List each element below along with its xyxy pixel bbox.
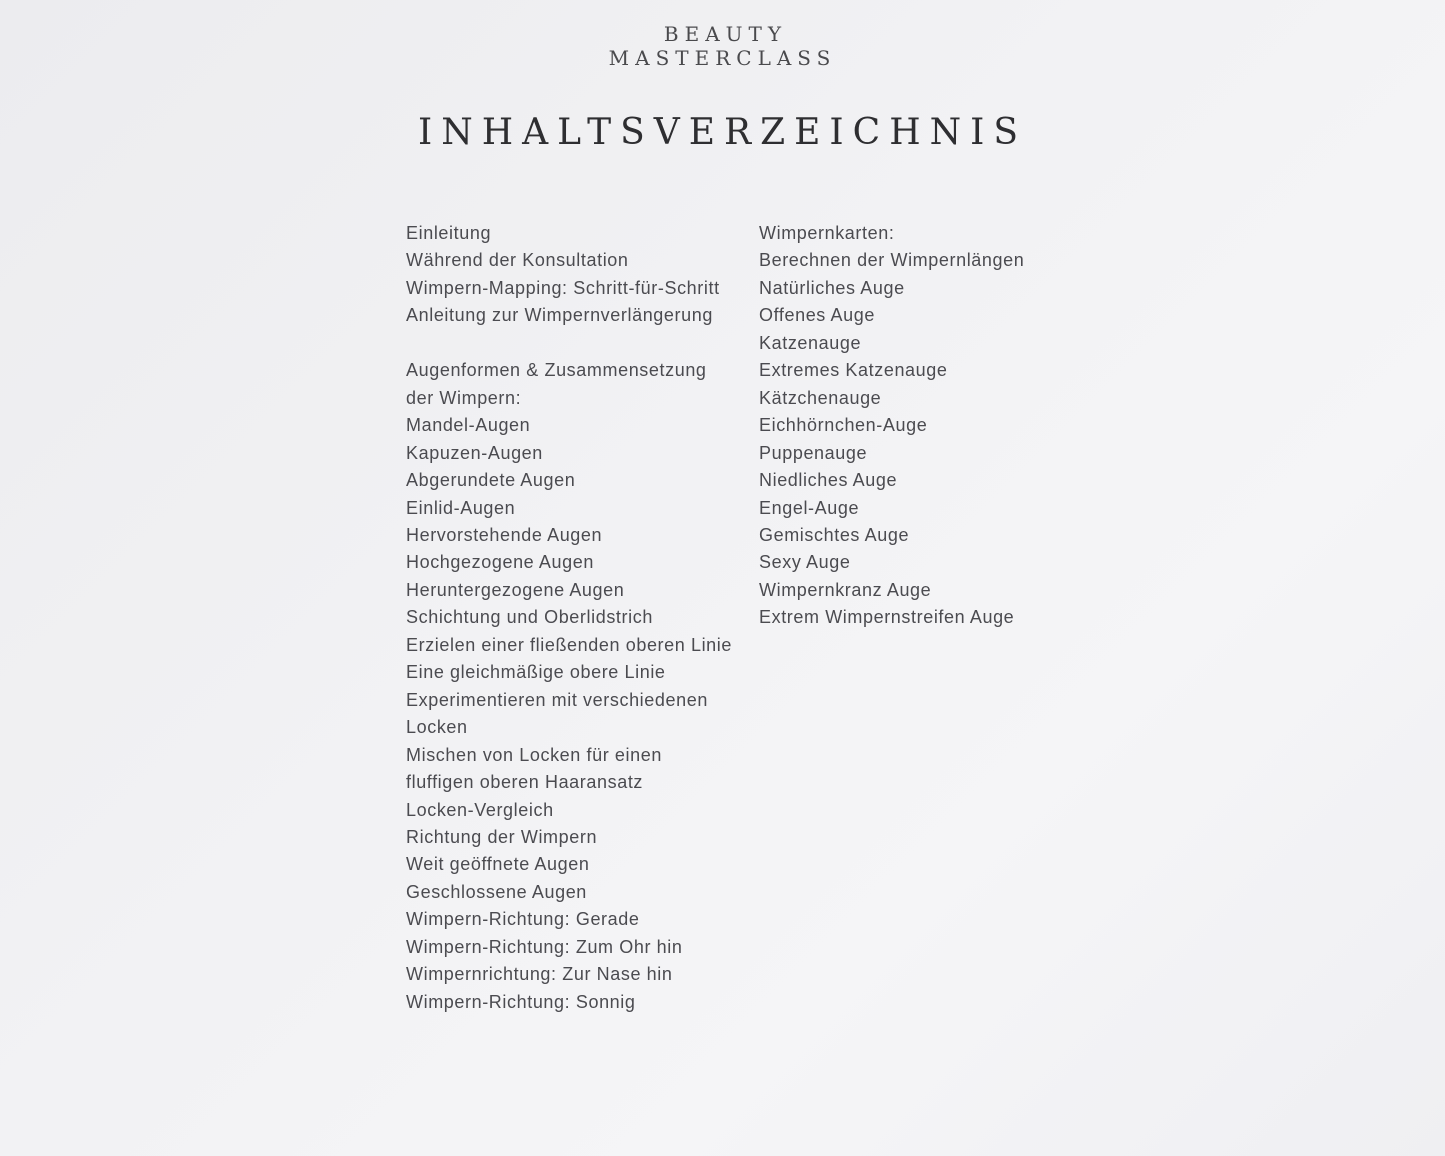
toc-item: Niedliches Auge — [759, 470, 898, 491]
toc-item: Locken — [406, 717, 468, 738]
toc-item: Geschlossene Augen — [406, 881, 587, 902]
toc-item: Wimpernkranz Auge — [759, 579, 932, 600]
toc-item: Einlid-Augen — [406, 497, 516, 518]
toc-item: Augenformen & Zusammensetzung — [406, 360, 707, 381]
toc-item: Extrem Wimpernstreifen Auge — [759, 607, 1015, 628]
toc-item: Schichtung und Oberlidstrich — [406, 607, 653, 628]
toc-item: Wimpernkarten: — [759, 223, 895, 243]
toc-left-column — [406, 220, 746, 1016]
toc-item: Eine gleichmäßige obere Linie — [406, 662, 666, 683]
toc-item: Mandel-Augen — [406, 415, 531, 436]
toc-item: Puppenauge — [759, 442, 868, 463]
toc-item: Hochgezogene Augen — [406, 552, 594, 573]
toc-item: Weit geöffnete Augen — [406, 854, 590, 875]
toc-item: Wimpern-Mapping: Schritt-für-Schritt — [406, 277, 720, 298]
toc-item: Hervorstehende Augen — [406, 524, 603, 545]
toc-item: Engel-Auge — [759, 497, 860, 518]
toc-item: Gemischtes Auge — [759, 524, 910, 545]
toc-item: Extremes Katzenauge — [759, 360, 948, 381]
toc-item: Sexy Auge — [759, 552, 851, 573]
toc-item: Einleitung — [406, 223, 492, 243]
toc-item: Abgerundete Augen — [406, 470, 576, 491]
page-title: INHALTSVERZEICHNIS — [418, 112, 1027, 153]
toc-item: Offenes Auge — [759, 305, 875, 326]
brand-line-masterclass: MASTERCLASS — [608, 46, 837, 70]
brand-logo — [0, 22, 1445, 70]
toc-item: Richtung der Wimpern — [406, 826, 598, 847]
toc-item: Während der Konsultation — [406, 250, 629, 271]
toc-item: Erzielen einer fließenden oberen Linie — [406, 634, 732, 655]
toc-item: Wimpernrichtung: Zur Nase hin — [406, 964, 673, 985]
toc-item: Natürliches Auge — [759, 277, 905, 298]
toc-item: Berechnen der Wimpernlängen — [759, 250, 1025, 271]
toc-item: Experimentieren mit verschiedenen — [406, 689, 708, 710]
toc-item: Wimpern-Richtung: Zum Ohr hin — [406, 936, 683, 957]
brand-line-beauty: BEAUTY — [663, 22, 788, 46]
toc-item: Kapuzen-Augen — [406, 442, 543, 463]
toc-item: Kätzchenauge — [759, 387, 882, 408]
toc-item: Locken-Vergleich — [406, 799, 554, 820]
toc-item: Wimpern-Richtung: Sonnig — [406, 991, 636, 1012]
toc-item: Eichhörnchen-Auge — [759, 415, 928, 436]
toc-item: Wimpern-Richtung: Gerade — [406, 909, 640, 930]
toc-item: Mischen von Locken für einen — [406, 744, 662, 765]
toc-right-column — [759, 220, 1059, 632]
toc-item: Katzenauge — [759, 332, 862, 353]
toc-item: der Wimpern: — [406, 387, 522, 408]
toc-item: fluffigen oberen Haaransatz — [406, 772, 644, 793]
toc-item: Anleitung zur Wimpernverlängerung — [406, 305, 713, 326]
toc-item: Heruntergezogene Augen — [406, 579, 625, 600]
